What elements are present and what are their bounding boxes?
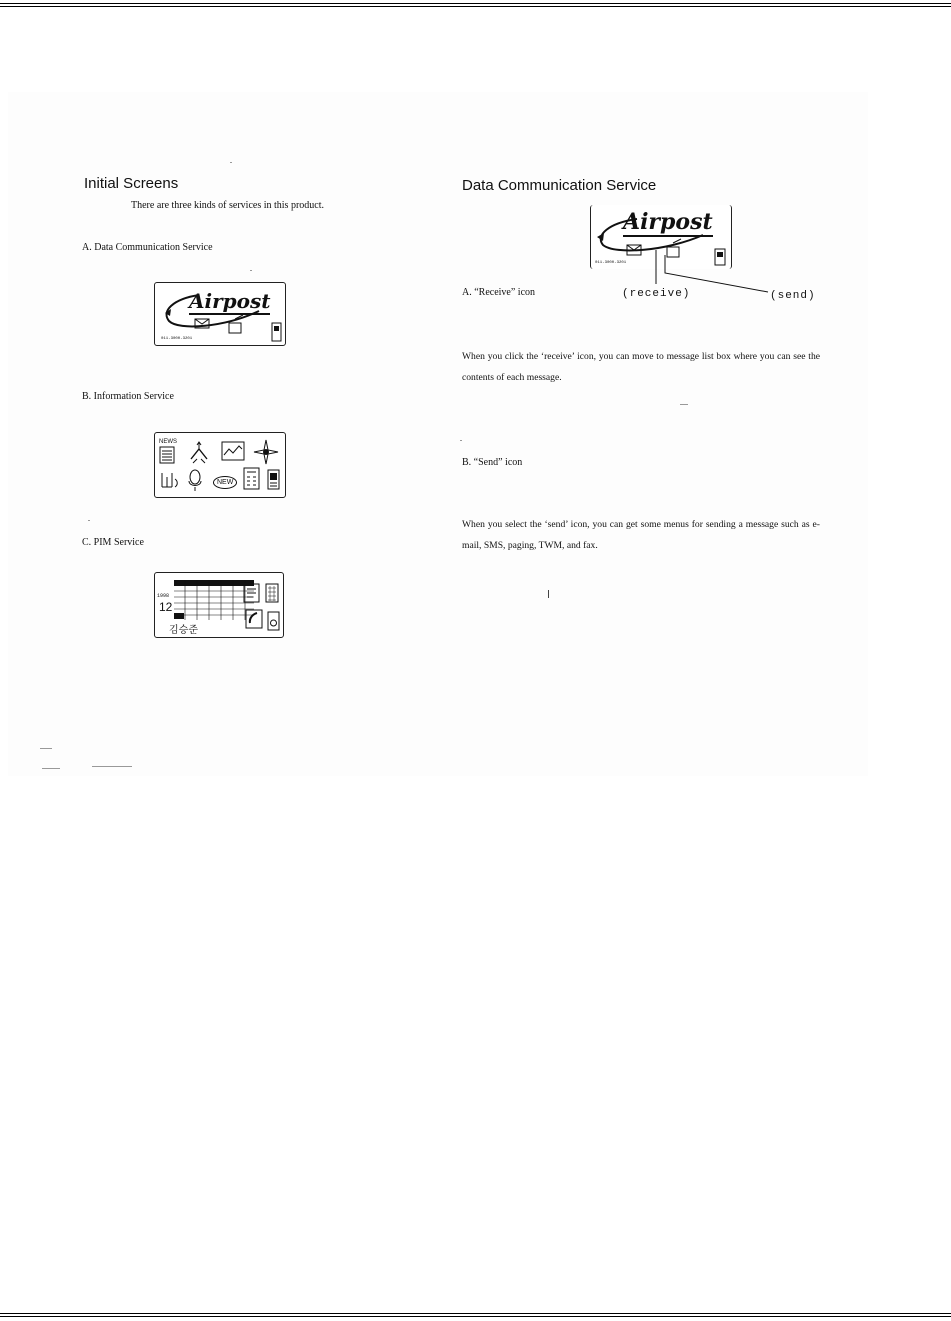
- section-b-heading: B. Information Service: [82, 391, 174, 402]
- send-icon-heading: B. “Send” icon: [462, 457, 523, 468]
- top-rule: [0, 3, 951, 4]
- microphone-icon: [185, 469, 207, 493]
- new-badge: NEW: [213, 476, 237, 489]
- stock-arrows-icon: [187, 441, 213, 467]
- news-icon: [159, 445, 179, 467]
- pim-service-screen: [154, 572, 284, 638]
- pim-month: 12: [159, 600, 173, 614]
- top-rule-inner: [0, 6, 951, 7]
- chart-icon: [221, 441, 247, 463]
- pim-year: 1998: [157, 593, 170, 599]
- scan-speck: [680, 404, 688, 405]
- scan-speck: [40, 748, 52, 749]
- airpost-logo: Airpost: [189, 289, 271, 313]
- data-communication-screen: [154, 282, 286, 346]
- keypad-icon: [265, 583, 281, 605]
- memo-icon: [243, 583, 263, 605]
- receive-description: When you click the ‘receive’ icon, you can move to message list box where you can see the contents of each message.: [462, 351, 820, 383]
- section-a-heading: A. Data Communication Service: [82, 242, 213, 253]
- initial-screens-title: Initial Screens: [84, 175, 179, 192]
- bottom-rule-inner: [0, 1316, 951, 1317]
- section-c-heading: C. PIM Service: [82, 537, 144, 548]
- lock-icon: [267, 611, 281, 633]
- fortune-icon: [159, 469, 181, 493]
- scanned-page-area: [8, 92, 868, 776]
- receive-callout-label: (receive): [622, 288, 691, 300]
- bottom-rule: [0, 1313, 951, 1314]
- airpost-phone-number-large: 011-3000-3201: [595, 261, 627, 265]
- data-communication-title: Data Communication Service: [462, 177, 657, 194]
- scan-speck: [548, 590, 549, 598]
- news-badge: NEWS: [159, 439, 177, 445]
- send-description: When you select the ‘send’ icon, you can get some menus for sending a message such as e-mail, SMS, paging, TWM, and fax.: [462, 519, 820, 551]
- pim-korean-name: 김승준: [169, 625, 198, 636]
- receive-icon-heading: A. “Receive” icon: [462, 287, 536, 298]
- airpost-logo-large: Airpost: [623, 209, 713, 235]
- scan-speck: [88, 520, 90, 521]
- send-callout-label: (send): [770, 290, 816, 302]
- scan-speck: [230, 162, 232, 163]
- calculator-icon: [243, 467, 261, 491]
- phone-lock-icon: [267, 469, 281, 491]
- scan-speck: [460, 440, 462, 441]
- compass-icon: [253, 439, 279, 465]
- scan-speck: [92, 766, 132, 767]
- scan-speck: [42, 768, 60, 769]
- scan-speck: [250, 270, 252, 271]
- intro-text: There are three kinds of services in this product.: [131, 200, 324, 211]
- information-service-screen: [154, 432, 286, 498]
- airpost-phone-number: 011-3000-3201: [161, 337, 193, 341]
- phone-icon: [245, 609, 265, 631]
